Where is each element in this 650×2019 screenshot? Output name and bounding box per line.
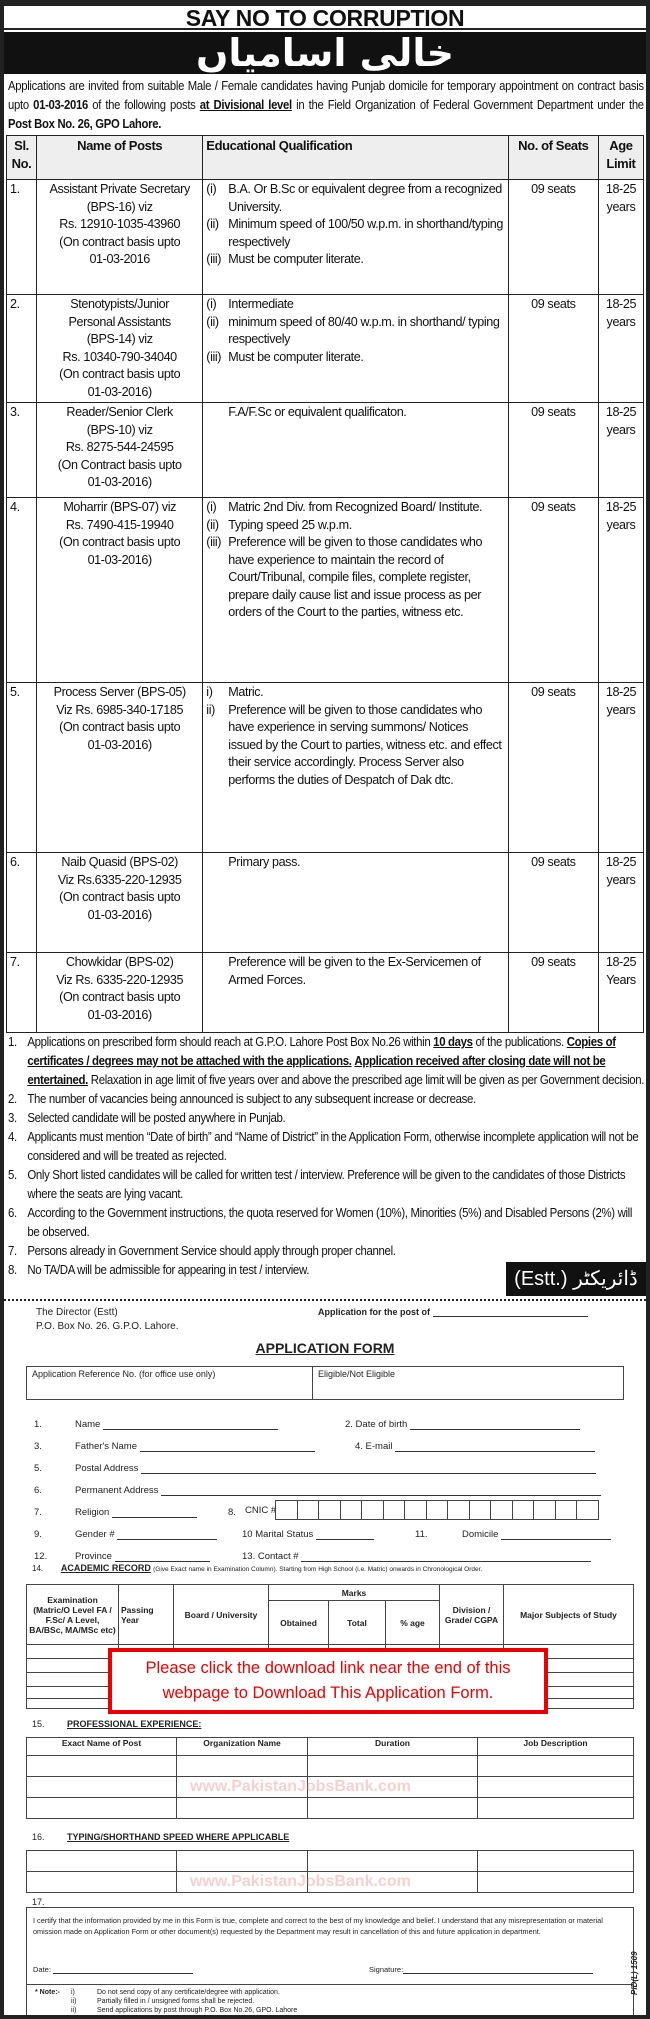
table-row — [7, 295, 644, 403]
urdu-title: خالی اسامیاں — [4, 32, 646, 74]
certification-text: I certify that the information provided by me in this Form is true, complete and correct to the best of my knowledge and belief. I understand that any misrepresentation or material omission made on Application Form or other document(s) requested by the Department may result in cancellation of this and future application in department. — [33, 1916, 603, 1936]
post-name: Process Server (BPS-05) Viz Rs. 6985-340-17185 (On contract basis upto 01-03-2016) — [37, 683, 203, 853]
col-seats: No. of Seats — [508, 136, 598, 180]
qualification: F.A/F.Sc or equivalent qualificaton. — [203, 403, 508, 498]
field-f9[interactable]: Gender # — [75, 1529, 217, 1540]
col-age: Age Limit — [598, 136, 643, 180]
sl-no: 7. — [7, 953, 37, 1033]
age-limit: 18-25 years — [598, 498, 643, 683]
field-f13[interactable]: 13. Contact # — [242, 1551, 591, 1562]
addressee-address: P.O. Box No. 26. G.P.O. Lahore. — [36, 1321, 179, 1332]
post-name: Chowkidar (BPS-02) Viz Rs. 6335-220-12935 (On contract basis upto 01-03-2016) — [37, 953, 203, 1033]
sl-no: 1. — [7, 180, 37, 295]
table-row — [7, 403, 644, 498]
watermark: www.PakistanJobsBank.com — [190, 1778, 411, 1795]
qualification: Primary pass. — [203, 853, 508, 953]
field-f7n: 7. — [34, 1507, 42, 1518]
field-f12n: 12. — [34, 1551, 48, 1562]
field-f3[interactable]: Father's Name — [75, 1441, 315, 1452]
reference-no: Application Reference No. (for office use only) — [27, 1367, 313, 1399]
field-f12[interactable]: Province — [75, 1551, 210, 1562]
signature-field[interactable]: Signature: — [369, 1964, 593, 1974]
post-name: Naib Quasid (BPS-02) Viz Rs.6335-220-12935 (On contract basis upto 01-03-2016) — [37, 853, 203, 953]
field-f8: 8. — [228, 1507, 236, 1518]
seats: 09 seats — [508, 295, 598, 403]
office-box — [26, 1366, 624, 1400]
watermark: www.PakistanJobsBank.com — [190, 1873, 411, 1890]
table-row — [7, 180, 644, 295]
note-item: 2. The number of vacancies being announced is subject to any subsequent increase or decrease. — [8, 1091, 476, 1106]
field-f6[interactable]: Permanent Address — [75, 1485, 601, 1496]
post-of-field[interactable]: Application for the post of — [318, 1307, 588, 1317]
seats: 09 seats — [508, 953, 598, 1033]
table-row — [7, 953, 644, 1033]
note-item: 4. Applicants must mention “Date of birth” and “Name of District” in the Application Form, otherwise incomplete application will not be considered and will be treated as rejected. — [8, 1129, 639, 1163]
sl-no: 2. — [7, 295, 37, 403]
field-f1n: 1. — [34, 1419, 42, 1430]
qualification: (i) B.A. Or B.Sc or equivalent degree from a recognized University. (ii) Minimum speed of 100/50 w.p.m. in shorthand/typing respectively (iii) Must be computer literate. — [203, 180, 508, 295]
qualification: i) Matric. ii) Preference will be given to those candidates who have experience in serving summons/ Notices issued by the Court to parties, witness etc. and effect their service accordingly. Process Server also performs the duties of Despatch of Dak dtc. — [203, 683, 508, 853]
slogan: SAY NO TO CORRUPTION — [4, 6, 646, 30]
field-f2[interactable]: 2. Date of birth — [345, 1419, 580, 1430]
field-f11[interactable]: Domicile — [462, 1529, 611, 1540]
form-title: APPLICATION FORM — [255, 1340, 395, 1356]
field-f5[interactable]: Postal Address — [75, 1463, 596, 1474]
seats: 09 seats — [508, 403, 598, 498]
age-limit: 18-25 years — [598, 853, 643, 953]
form-note: ii) Partially filled in / unsigned forms shall be rejected. — [71, 1998, 255, 2005]
qualification: Preference will be given to the Ex-Servicemen of Armed Forces. — [203, 953, 508, 1033]
form-note: ii) Send applications by post through P.O. Box No.26, GPO. Lahore — [71, 2007, 298, 2014]
age-limit: 18-25 years — [598, 295, 643, 403]
note-item: 3. Selected candidate will be posted anywhere in Punjab. — [8, 1110, 286, 1125]
table-row — [7, 498, 644, 683]
academic-heading: 14. ACADEMIC RECORD (Give Exact name in Examination Column). Starting from High School (i.e. Matric) onwards in Chronological Order. — [32, 1563, 483, 1573]
seats: 09 seats — [508, 683, 598, 853]
typing-heading: 16. TYPING/SHORTHAND SPEED WHERE APPLICABLE — [32, 1832, 290, 1842]
post-name: Reader/Senior Clerk (BPS-10) viz Rs. 8275-544-24595 (On Contract basis upto 01-03-2016) — [37, 403, 203, 498]
certification-num: 17. — [32, 1897, 45, 1907]
field-f5n: 5. — [34, 1463, 42, 1474]
table-row — [7, 853, 644, 953]
director-signature: (Estt.) ڈائریکٹر — [506, 1262, 646, 1296]
publication-code: PID(L) 1509 — [630, 1951, 639, 1995]
seats: 09 seats — [508, 180, 598, 295]
certification-box — [26, 1907, 634, 2015]
seats: 09 seats — [508, 498, 598, 683]
note-item: 6. According to the Government instructions, the quota reserved for Women (10%), Minorities (5%) and Disabled Persons (2%) will be observed. — [8, 1205, 633, 1239]
cnic-field[interactable]: CNIC # — [245, 1500, 599, 1520]
form-notes: * Note:- i) Do not send copy of any certificate/degree with application. ii) Partially filled in / unsigned forms shall be rejected. ii) Send applications by post through P.O. Box No.26, GPO. Lahore — [35, 1989, 298, 2014]
note-item: 5. Only Short listed candidates will be called for written test / interview. Preference will be given to the candidates of those Districts where the seats are lying vacant. — [8, 1167, 626, 1201]
academic-table: Examination (Matric/O Level FA / F.Sc/ A Level, BA/BSc, MA/MSc etc) Passing Year Board / University Marks Division / Grade/ CGPA Major Subjects of Study Obtained Total % age — [26, 1584, 634, 1709]
seats: 09 seats — [508, 853, 598, 953]
qualification: (i) Intermediate (ii) minimum speed of 80/40 w.p.m. in shorthand/ typing respectively (iii) Must be computer literate. — [203, 295, 508, 403]
qualification: (i) Matric 2nd Div. from Recognized Board/ Institute. (ii) Typing speed 25 w.p.m. (iii) Preference will be given to those candidates who have experience to maintain the record of Court/Tribunal, compile files, complete register, prepare daily cause list and issue process as per orders of the Court to the parties, witness etc. — [203, 498, 508, 683]
col-post: Name of Posts — [37, 136, 203, 180]
note-item: 7. Persons already in Government Service should apply through proper channel. — [8, 1243, 396, 1258]
posts-table — [6, 135, 644, 1033]
download-notice: Please click the download link near the end of this webpage to Download This Application Form. — [108, 1648, 548, 1714]
post-name: Stenotypists/Junior Personal Assistants (BPS-14) viz Rs. 10340-790-34040 (On contract basis upto 01-03-2016) — [37, 295, 203, 403]
field-f10[interactable]: 10 Marital Status — [242, 1529, 374, 1540]
table-row — [7, 683, 644, 853]
sl-no: 5. — [7, 683, 37, 853]
field-f6n: 6. — [34, 1485, 42, 1496]
age-limit: 18-25 Years — [598, 953, 643, 1033]
col-sl: Sl. No. — [7, 136, 37, 180]
age-limit: 18-25 years — [598, 683, 643, 853]
experience-heading: 15. PROFESSIONAL EXPERIENCE: — [32, 1719, 202, 1729]
field-f7[interactable]: Religion — [75, 1507, 197, 1518]
note-item: 8. No TA/DA will be admissible for appearing in test / interview. — [8, 1262, 310, 1277]
field-f4[interactable]: 4. E-mail — [355, 1441, 595, 1452]
sl-no: 4. — [7, 498, 37, 683]
field-f1[interactable]: Name — [75, 1419, 278, 1430]
sl-no: 6. — [7, 853, 37, 953]
age-limit: 18-25 years — [598, 180, 643, 295]
notes-list — [8, 1032, 644, 1279]
field-f3n: 3. — [34, 1441, 42, 1452]
eligibility: Eligible/Not Eligible — [318, 1369, 396, 1379]
post-name: Moharrir (BPS-07) viz Rs. 7490-415-19940 (On contract basis upto 01-03-2016) — [37, 498, 203, 683]
post-name: Assistant Private Secretary (BPS-16) viz Rs. 12910-1035-43960 (On contract basis upto 01-03-2016 — [37, 180, 203, 295]
sl-no: 3. — [7, 403, 37, 498]
addressee: The Director (Estt) — [36, 1307, 118, 1318]
intro-paragraph: Applications are invited from suitable Male / Female candidates having Punjab domicile for temporary appointment on contract basis upto 01-03-2016 of the following posts at Divisional level in the Field Organization of Federal Government Department under the Post Box No. 26, GPO Lahore. — [8, 78, 644, 131]
date-field[interactable]: Date: — [33, 1964, 193, 1974]
form-note: i) Do not send copy of any certificate/degree with application. — [71, 1989, 280, 1996]
note-item: 1. Applications on prescribed form should reach at G.P.O. Lahore Post Box No.26 within 10 days of the publications. Copies of certificates / degrees may not be attached with the applications. Application received after closing date will not be entertained. Relaxation in age limit of five years over and above the prescribed age limit will be given as per Government decision. — [8, 1034, 645, 1087]
field-f9n: 9. — [34, 1529, 42, 1540]
age-limit: 18-25 years — [598, 403, 643, 498]
field-f11n: 11. — [415, 1529, 428, 1540]
col-qualification: Educational Qualification — [203, 136, 508, 180]
cut-line — [4, 1299, 646, 1301]
experience-table: Exact Name of Post Organization Name Duration Job Description — [26, 1737, 634, 1819]
